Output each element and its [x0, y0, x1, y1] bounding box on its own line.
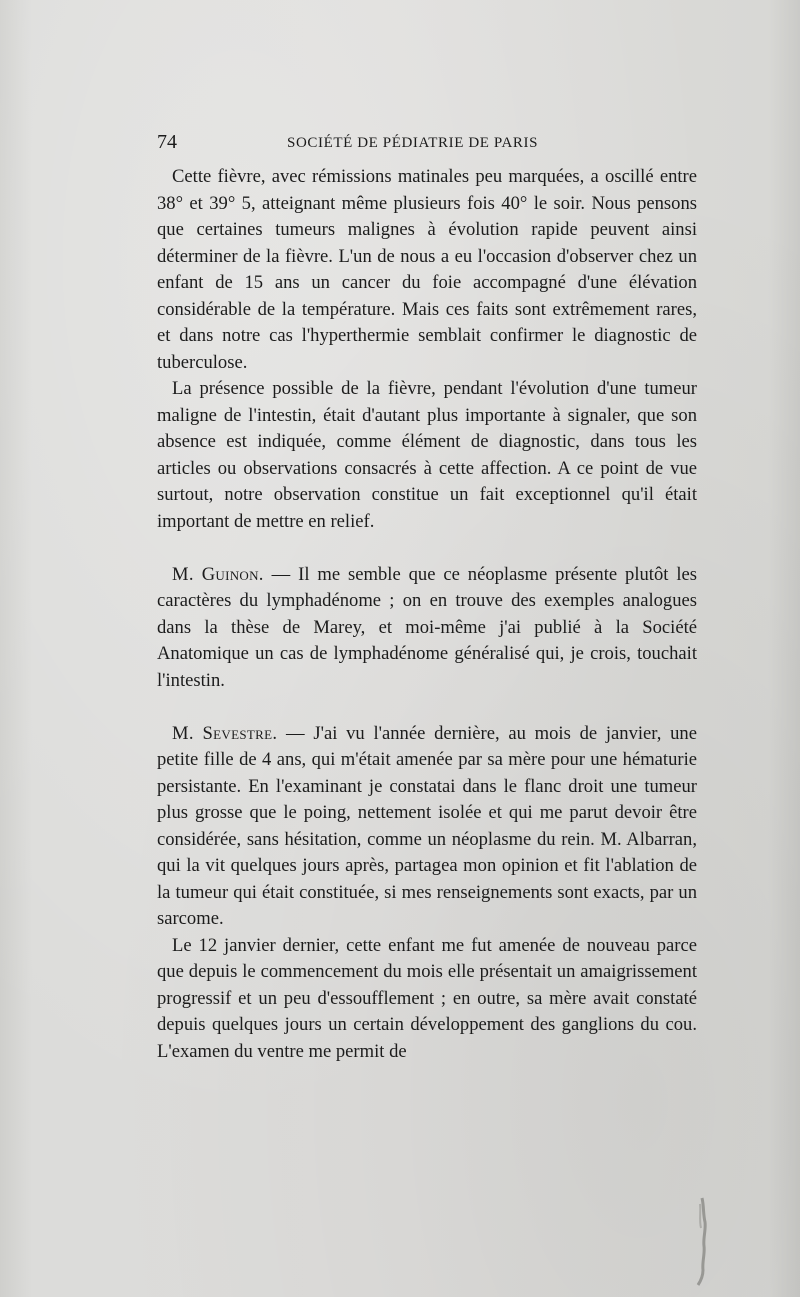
- running-title: SOCIÉTÉ DE PÉDIATRIE DE PARIS: [287, 135, 539, 151]
- page-header: [157, 128, 697, 156]
- speaker-prefix: M.: [172, 563, 194, 585]
- paragraph-fever: Cette fièvre, avec rémissions matinales peu marquées, a oscillé entre 38° et 39° 5, atteignant même plusieurs fois 40° le soir. Nous pensons que certaines tumeurs malignes à évolution rapide peuvent ainsi déterminer de la fièvre. L'un de nous a eu l'occasion d'observer chez un enfant de 15 ans un cancer du foie accompagné d'une élévation considérable de la température. Mais ces faits sont extrêmement rares, et dans notre cas l'hyperthermie semblait confirmer le diagnostic de tuberculose.: [157, 166, 697, 373]
- speaker-prefix: M.: [172, 722, 194, 744]
- sevestre-remark: — J'ai vu l'année dernière, au mois de janvier, une petite fille de 4 ans, qui m'était amenée par sa mère pour une hématurie persistante. En l'examinant je constatai dans le flanc droit une tumeur plus grosse que le poing, nettement isolée et qui me parut devoir être considérée, sans hésitation, comme un néoplasme du rein. M. Albarran, qui la vit quelques jours après, partagea mon opinion et fit l'ablation de la tumeur qui était constituée, si mes renseignements sont exacts, par un sarcome.: [157, 722, 697, 929]
- speaker-sevestre: Sevestre.: [202, 722, 278, 744]
- paragraph-sevestre: [157, 721, 697, 933]
- paragraph-january-visit: Le 12 janvier dernier, cette enfant me fut amenée de nouveau parce que depuis le commencement du mois elle présentait un amaigrissement progressif et un peu d'essoufflement ; en outre, sa mère avait constaté depuis quelques jours un certain développement des ganglions du cou. L'examen du ventre me permit de: [157, 934, 697, 1062]
- body-text: [157, 164, 697, 1065]
- ink-smudge-mark: [690, 1196, 712, 1286]
- speaker-guinon: Guinon.: [201, 563, 264, 585]
- guinon-remark: — Il me semble que ce néoplasme présente plutôt les caractères du lymphadénome ; on en trouve des exemples analogues dans la thèse de Marey, et moi-même j'ai publié à la Société Anatomique un cas de lymphadénome généralisé qui, je crois, touchait l'intestin.: [157, 563, 697, 691]
- page-number: 74: [157, 131, 177, 153]
- paragraph-fever-significance: La présence possible de la fièvre, pendant l'évolution d'une tumeur maligne de l'intestin, était d'autant plus importante à signaler, que son absence est indiquée, comme élément de diagnostic, dans tous les articles ou observations consacrés à cette affection. A ce point de vue surtout, notre observation constitue un fait exceptionnel qu'il était important de mettre en relief.: [157, 378, 697, 532]
- paragraph-guinon: [157, 562, 697, 695]
